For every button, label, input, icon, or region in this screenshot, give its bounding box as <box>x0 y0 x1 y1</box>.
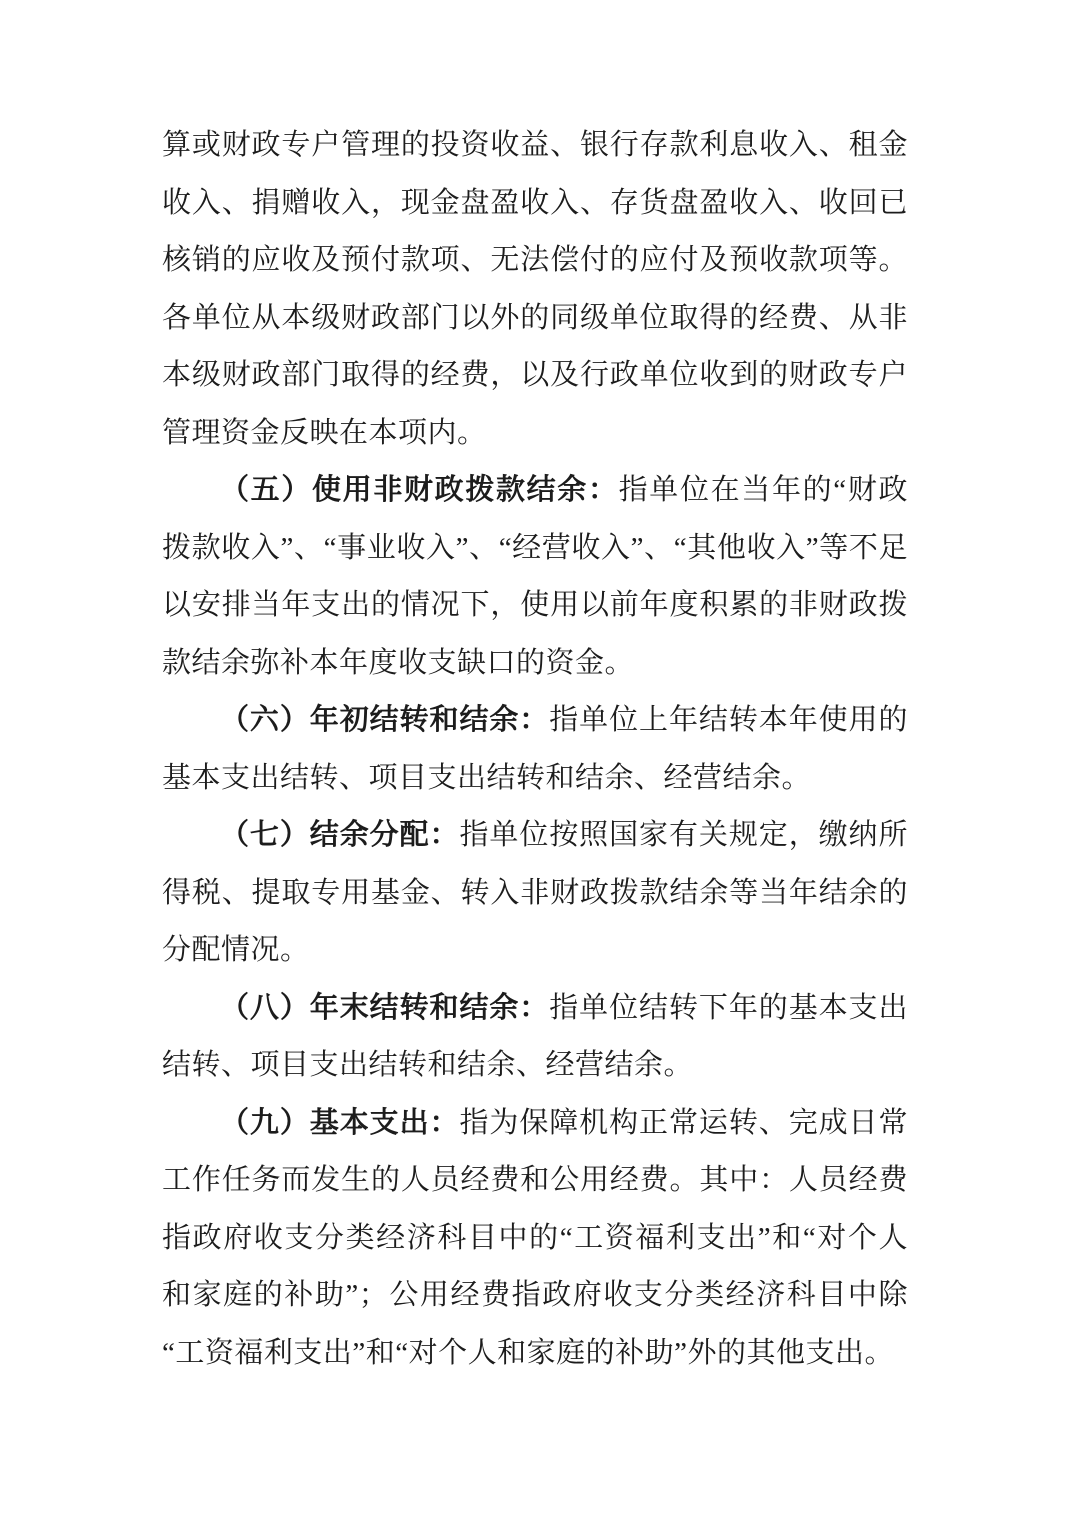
paragraph-text: 算或财政专户管理的投资收益、银行存款利息收入、租金收入、捐赠收入，现金盘盈收入、存货盘盈收入、收回已核销的应收及预付款项、无法偿付的应付及预收款项等。各单位从本级财政部门以外的同级单位取得的经费、从非本级财政部门取得的经费，以及行政单位收到的财政专户管理资金反映在本项内。 <box>162 129 908 449</box>
paragraph-item-5 <box>162 462 908 692</box>
paragraph-text: 指单位按照国家有关规定，缴纳所得税、提取专用基金、转入非财政拨款结余等当年结余的分配情况。 <box>162 819 908 966</box>
paragraph-text: 指单位结转下年的基本支出结转、项目支出结转和结余、经营结余。 <box>162 991 908 1081</box>
paragraph-item-8 <box>162 980 908 1095</box>
paragraph-heading: （六）年初结转和结余： <box>220 704 550 736</box>
document-body <box>162 117 908 1382</box>
paragraph-item-7 <box>162 807 908 980</box>
paragraph-item-6 <box>162 692 908 807</box>
paragraph-heading: （八）年末结转和结余： <box>220 991 550 1024</box>
paragraph-text: 指单位在当年的“财政拨款收入”、“事业收入”、“经营收入”、“其他收入”等不足以安排当年支出的情况下，使用以前年度积累的非财政拨款结余弥补本年度收支缺口的资金。 <box>162 474 908 679</box>
paragraph-heading: （九）基本支出： <box>220 1106 460 1139</box>
paragraph-heading: （七）结余分配： <box>220 819 460 851</box>
paragraph-text: 指单位上年结转本年使用的基本支出结转、项目支出结转和结余、经营结余。 <box>162 704 908 794</box>
paragraph-continuation <box>162 117 908 462</box>
paragraph-heading: （五）使用非财政拨款结余： <box>220 474 619 506</box>
paragraph-text: 指为保障机构正常运转、完成日常工作任务而发生的人员经费和公用经费。其中：人员经费指政府收支分类经济科目中的“工资福利支出”和“对个人和家庭的补助”；公用经费指政府收支分类经济科目中除“工资福利支出”和“对个人和家庭的补助”外的其他支出。 <box>162 1106 908 1369</box>
paragraph-item-9 <box>162 1095 908 1383</box>
